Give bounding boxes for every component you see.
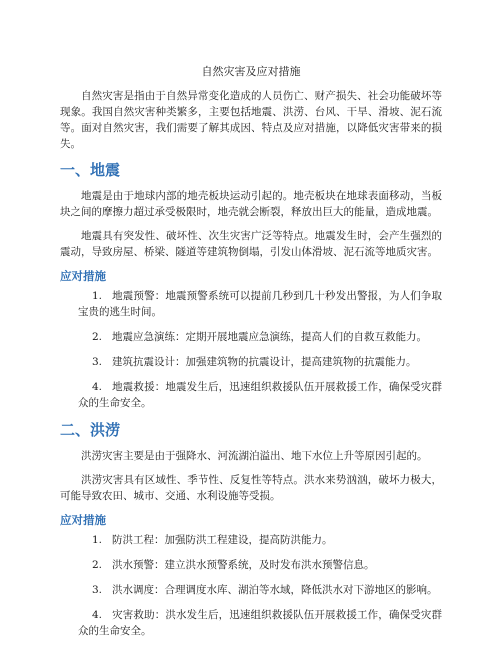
list-number: 1.: [92, 534, 103, 546]
list-item: [60, 354, 442, 370]
flood-measures-list: [60, 532, 442, 639]
flood-features-paragraph: 洪涝灾害具有区域性、季节性、反复性等特点。洪水来势汹汹，破坏力极大，可能导致农田、城市、交通、水利设施等受损。: [60, 474, 442, 502]
document-title: 自然灾害及应对措施: [201, 65, 301, 78]
list-text: 洪水调度：合理调度水库、湖泊等水域，降低洪水对下游地区的影响。: [112, 584, 438, 596]
list-number: 3.: [92, 356, 103, 368]
list-number: 2.: [92, 331, 103, 343]
list-item: [60, 379, 442, 411]
list-item: [60, 532, 442, 548]
flood-measures-heading: 应对措施: [60, 513, 106, 527]
list-text: 防洪工程：加强防洪工程建设，提高防洪能力。: [112, 534, 333, 546]
list-number: 4.: [92, 381, 103, 393]
list-text: 地震预警：地震预警系统可以提前几秒到几十秒发出警报，为人们争取宝贵的逃生时间。: [78, 290, 442, 318]
earthquake-cause-paragraph: 地震是由于地球内部的地壳板块运动引起的。地壳板块在地球表面移动，当板块之间的摩擦力超过承受极限时，地壳就会断裂，释放出巨大的能量，造成地震。: [60, 190, 442, 218]
earthquake-measures-heading: 应对措施: [60, 269, 106, 283]
list-text: 地震救援：地震发生后，迅速组织救援队伍开展救援工作，确保受灾群众的生命安全。: [78, 381, 442, 409]
list-number: 2.: [92, 559, 103, 571]
list-number: 3.: [92, 584, 103, 596]
flood-cause-paragraph: 洪涝灾害主要是由于强降水、河流湖泊溢出、地下水位上升等原因引起的。: [81, 450, 428, 462]
intro-paragraph: 自然灾害是指由于自然异常变化造成的人员伤亡、财产损失、社会功能破坏等现象。我国自然灾害种类繁多，主要包括地震、洪涝、台风、干旱、滑坡、泥石流等。面对自然灾害，我们需要了解其成因、特点及应对措施，以降低灾害带来的损失。: [60, 90, 442, 150]
list-text: 建筑抗震设计：加强建筑物的抗震设计，提高建筑物的抗震能力。: [112, 356, 417, 368]
list-item: [60, 557, 442, 573]
section-heading-flood: 二、洪涝: [60, 421, 121, 439]
list-number: 4.: [92, 609, 103, 621]
earthquake-measures-list: [60, 288, 442, 411]
list-number: 1.: [92, 290, 103, 302]
section-heading-earthquake: 一、地震: [60, 161, 121, 179]
list-text: 地震应急演练：定期开展地震应急演练，提高人们的自救互救能力。: [112, 331, 427, 343]
list-text: 灾害救助：洪水发生后，迅速组织救援队伍开展救援工作，确保受灾群众的生命安全。: [78, 609, 442, 637]
list-item: [60, 288, 442, 320]
list-item: [60, 607, 442, 639]
list-item: [60, 329, 442, 345]
list-text: 洪水预警：建立洪水预警系统，及时发布洪水预警信息。: [112, 559, 375, 571]
document-page: [60, 64, 442, 648]
list-item: [60, 582, 442, 598]
earthquake-features-paragraph: 地震具有突发性、破坏性、次生灾害广泛等特点。地震发生时，会产生强烈的震动，导致房屋、桥梁、隧道等建筑物倒塌，引发山体滑坡、泥石流等地质灾害。: [60, 230, 442, 258]
